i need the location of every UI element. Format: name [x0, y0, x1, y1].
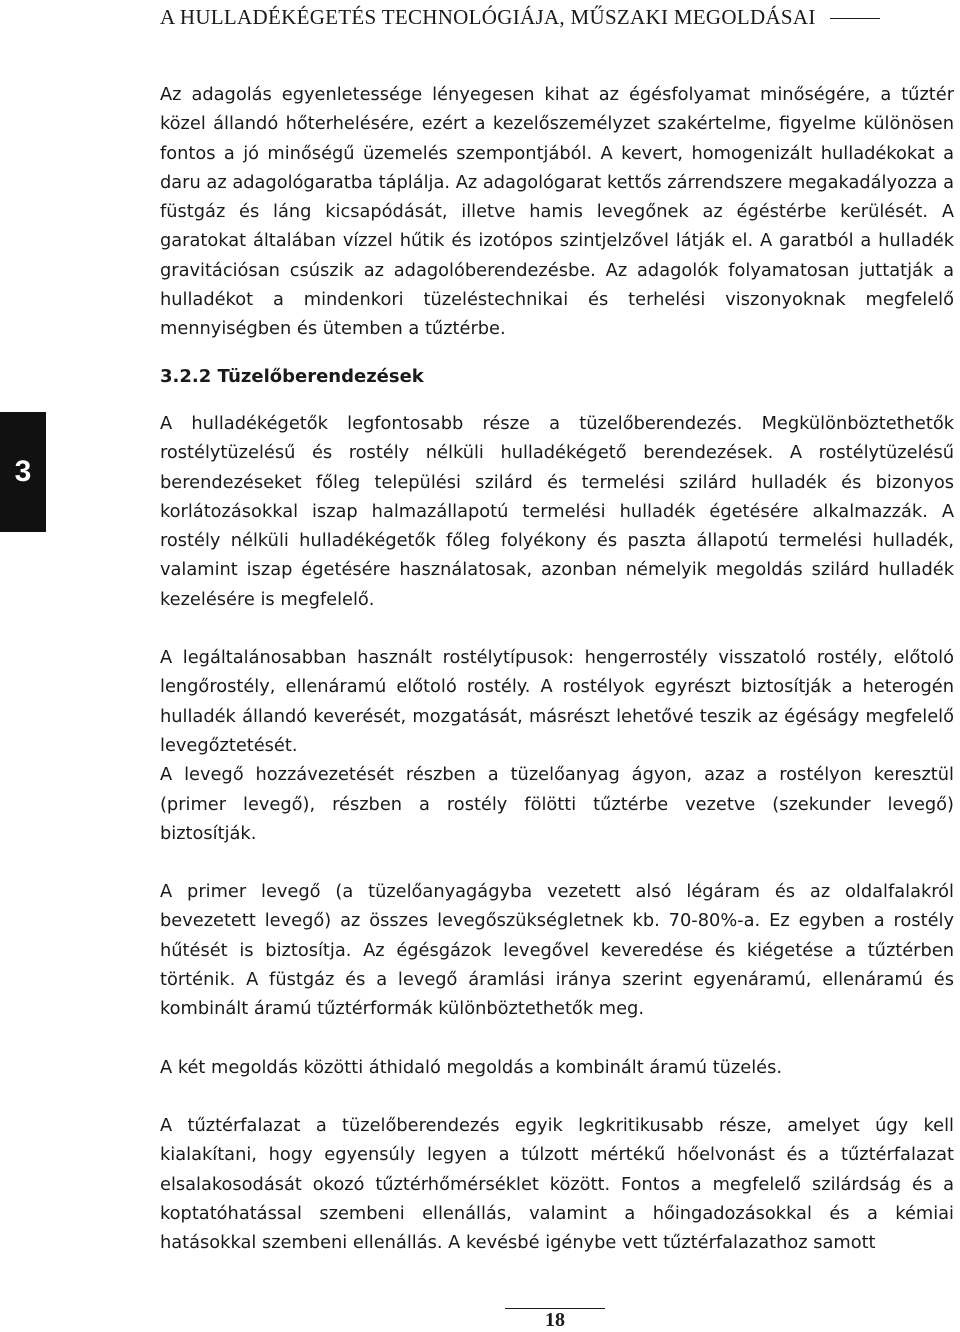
- page-body: [160, 80, 954, 1257]
- page-number: 18: [545, 1309, 565, 1331]
- running-header-title: A HULLADÉKÉGETÉS TECHNOLÓGIÁJA, MŰSZAKI MEGOLDÁSAI: [160, 4, 816, 29]
- section-heading: 3.2.2 Tüzelőberendezések: [160, 365, 424, 387]
- paragraph-primary-air: A primer levegő (a tüzelőanyagágyba vezetett alsó légáram és az oldalfalakról bevezetett levegő) az összes levegőszükségletnek kb. 70-80%-a. Ez egyben a rostély hűtését is biztosítja. Az égésgázok levegővel keveredése és kiégetése a tűztérben történik. A füstgáz és a levegő áramlási iránya szerint egyenáramú, ellenáramú és kombinált áramú tűztérformák különböztethetők meg.: [160, 881, 954, 1020]
- paragraph-firing-equipment: A hulladékégetők legfontosabb része a tüzelőberendezés. Megkülönböztethetők rostélytüzelésű és rostély nélküli hulladékégető berendezések. A rostélytüzelésű berendezéseket főleg települési szilárd és termelési szilárd hulladék és bizonyos korlátozásokkal iszap halmazállapotú termelési hulladék égetésére alkalmazzák. A rostély nélküli hulladékégetők főleg folyékony és paszta állapotú termelési hulladék, valamint iszap égetésére használatosak, azonban némelyik megoldás szilárd hulladék kezelésére is megfelelő.: [160, 412, 954, 610]
- paragraph-bridging-solution: A két megoldás közötti áthidaló megoldás a kombinált áramú tüzelés.: [160, 1056, 783, 1078]
- header-rule: [830, 18, 880, 19]
- paragraph-feeding: Az adagolás egyenletessége lényegesen kihat az égésfolyamat minőségére, a tűztér közel állandó hőterhelésére, ezért a kezelőszemélyzet szakértelme, figyelme különösen fontos a jó minőségű üzemelés szempontjából. A kevert, homogenizált hulladékokat a daru az adagológaratba táplálja. Az adagológarat kettős zárrendszere megakadályozza a füstgáz és láng kicsapódását, illetve hamis levegőnek az égéstérbe kerülését. A garatokat általában vízzel hűtik és izotópos szintjelzővel látják el. A garatból a hulladék gravitációsan csúszik az adagolóberendezésbe. Az adagolók folyamatosan juttatják a hulladékot a mindenkori tüzeléstechnikai és terhelési viszonyoknak megfelelő mennyiségben és ütemben a tűztérbe.: [160, 84, 954, 340]
- chapter-number: 3: [14, 455, 32, 488]
- paragraph-furnace-lining: A tűztérfalazat a tüzelőberendezés egyik legkritikusabb része, amelyet úgy kell kialakítani, hogy egyensúly legyen a túlzott mértékű hőelvonást és a tűztérfalazat elsalakosodását okozó tűztérhőmérséklet között. Fontos a megfelelő szilárdság és a koptatóhatással szembeni ellenállás, valamint a hőingadozásokkal és a kémiai hatásokkal szembeni ellenállás. A kevésbé igénybe vett tűztérfalazathoz samott: [160, 1114, 954, 1254]
- running-header: [160, 4, 960, 30]
- page-footer: [0, 1300, 960, 1331]
- chapter-tab: [0, 412, 46, 532]
- paragraph-grate-types: A legáltalánosabban használt rostélytípusok: hengerrostély visszatoló rostély, előtoló lengőrostély, ellenáramú előtoló rostély. A rostélyok egyrészt biztosítják a heterogén hulladék állandó keverését, mozgatását, másrészt lehetővé teszik az égéságy megfelelő levegőztetését.: [160, 647, 954, 756]
- paragraph-air-supply: A levegő hozzávezetését részben a tüzelőanyag ágyon, azaz a rostélyon keresztül (primer levegő), részben a rostély fölötti tűztérbe vezetve (szekunder levegő) biztosítják.: [160, 764, 954, 844]
